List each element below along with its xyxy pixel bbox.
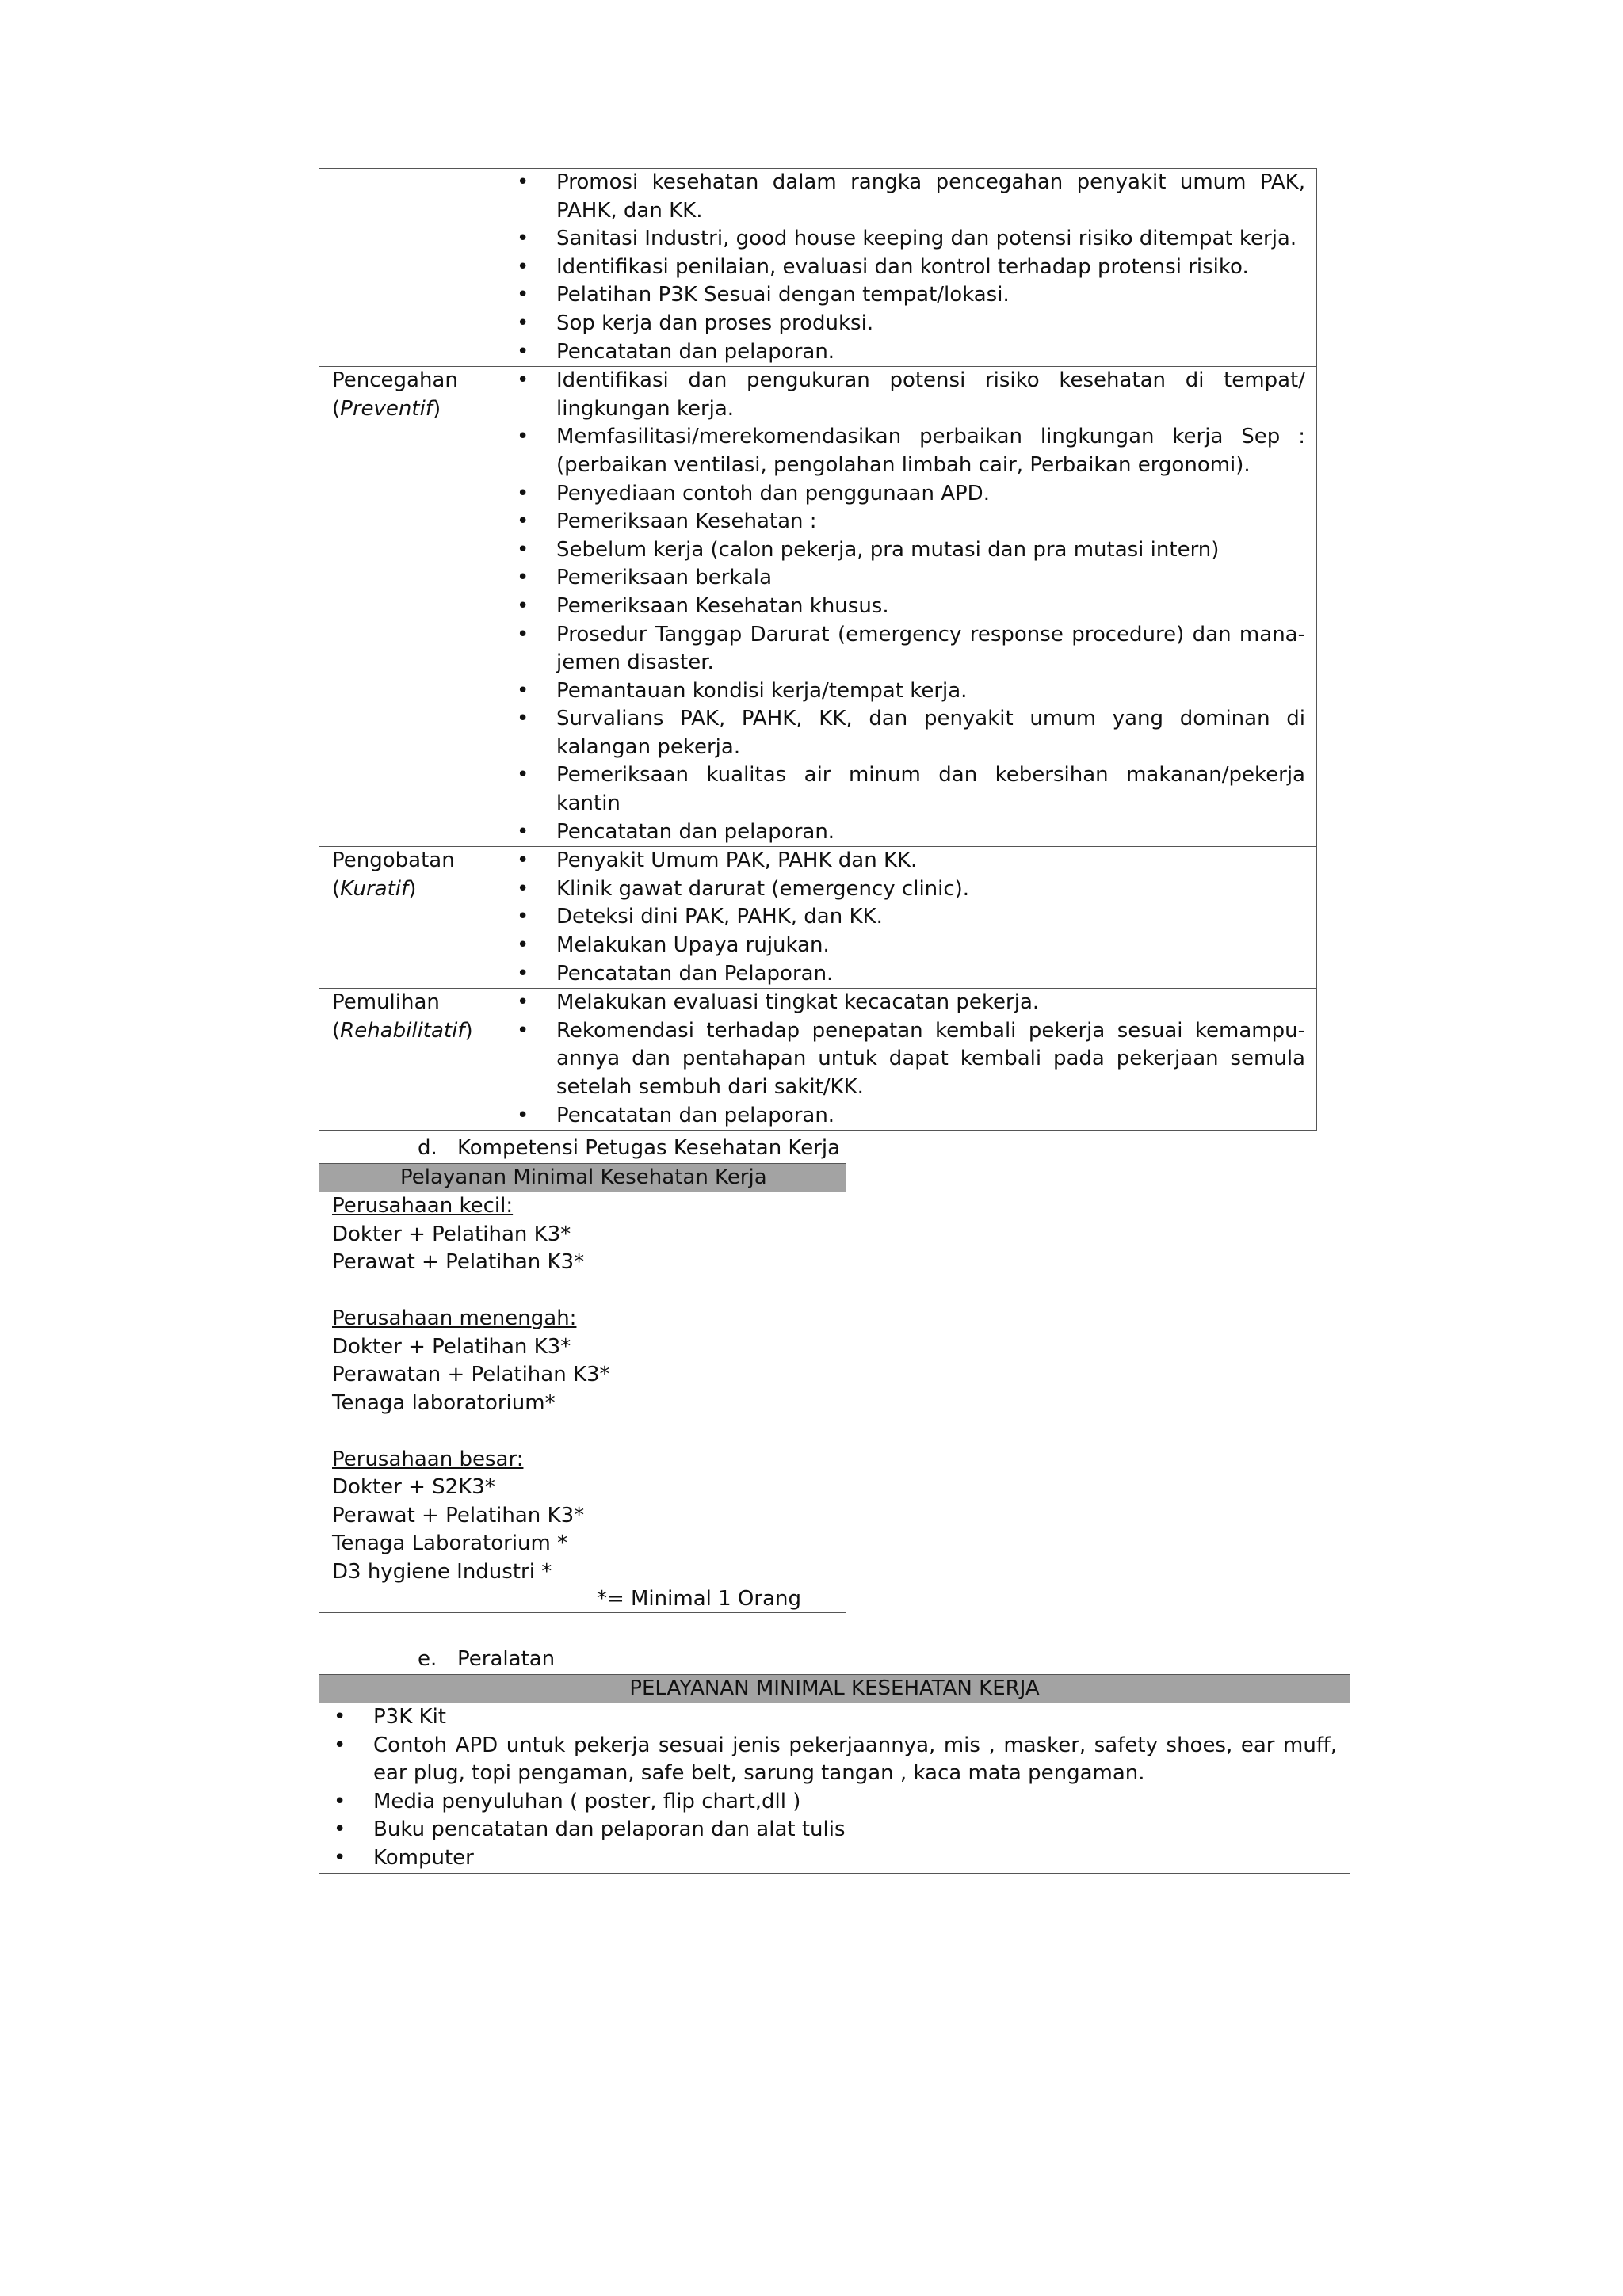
table-row: [319, 847, 1317, 989]
staff-requirement: Perawat + Pelatihan K3*: [332, 1503, 585, 1527]
category-subtitle: (Kuratif): [332, 876, 417, 901]
category-subtitle: (Rehabilitatif): [332, 1018, 473, 1043]
spacer: [332, 1417, 846, 1446]
list-item: • Pencatatan dan pelaporan.: [502, 338, 1305, 367]
company-size-label: Perusahaan kecil:: [332, 1194, 514, 1218]
list-item: • Survalians PAK, PAHK, KK, dan penyakit umum yang dominan di kalangan pekerja.: [502, 705, 1305, 761]
list-item: • Identifikasi dan pengukuran potensi risiko kesehatan di tempat/ lingkungan kerja.: [502, 367, 1305, 423]
equipment-list: [319, 1703, 1350, 1873]
list-item: • Media penyuluhan ( poster, flip chart,dll ): [319, 1788, 1350, 1817]
list-item: • Pencatatan dan pelaporan.: [502, 1102, 1305, 1131]
staff-requirement: D3 hygiene Industri *: [332, 1559, 552, 1584]
staff-requirement: Dokter + Pelatihan K3*: [332, 1334, 571, 1359]
spacer: [332, 1277, 846, 1306]
category-cell: [319, 847, 502, 989]
list-item: • Sop kerja dan proses produksi.: [502, 310, 1305, 338]
staff-requirement: Tenaga Laboratorium *: [332, 1531, 568, 1555]
category-cell: [319, 367, 502, 847]
list-item: • Pencatatan dan pelaporan.: [502, 818, 1305, 847]
list-item: • Penyediaan contoh dan penggunaan APD.: [502, 480, 1305, 509]
list-item: • Klinik gawat darurat (emergency clinic).: [502, 875, 1305, 904]
list-item: • Prosedur Tanggap Darurat (emergency response procedure) dan mana-jemen disaster.: [502, 621, 1305, 677]
list-item: • Pemeriksaan berkala: [502, 564, 1305, 593]
list-item: • Pemantauan kondisi kerja/tempat kerja.: [502, 677, 1305, 706]
section-d-title: Kompetensi Petugas Kesehatan Kerja: [457, 1136, 841, 1160]
list-item: • Sanitasi Industri, good house keeping dan potensi risiko ditempat kerja.: [502, 225, 1305, 254]
items-cell: [502, 169, 1317, 367]
category-cell: [319, 989, 502, 1131]
list-item: • Deteksi dini PAK, PAHK, dan KK.: [502, 903, 1305, 932]
section-d-letter: d.: [418, 1136, 437, 1160]
list-item: • Pelatihan P3K Sesuai dengan tempat/lokasi.: [502, 281, 1305, 310]
list-item: • Penyakit Umum PAK, PAHK dan KK.: [502, 847, 1305, 875]
bullet-list: [502, 169, 1305, 366]
category-name: Pemulihan: [332, 990, 440, 1015]
section-e-letter: e.: [418, 1647, 437, 1671]
items-cell: [502, 989, 1317, 1131]
health-services-table-body: [319, 169, 1317, 1131]
minimum-note: *= Minimal 1 Orang: [596, 1587, 801, 1611]
bullet-list: [502, 847, 1305, 988]
list-item: • Contoh APD untuk pekerja sesuai jenis pekerjaannya, mis , masker, safety shoes, ear muff, ear plug, topi pengaman, safe belt, sarung tangan , kaca mata pengaman.: [319, 1732, 1350, 1788]
competency-box-body: [319, 1192, 846, 1612]
list-item: • Memfasilitasi/merekomendasikan perbaikan lingkungan kerja Sep : (perbaikan ventilasi, pengolahan limbah cair, Perbaikan ergonomi).: [502, 423, 1305, 479]
list-item: • Buku pencatatan dan pelaporan dan alat tulis: [319, 1816, 1350, 1844]
company-size-heading: [332, 1192, 846, 1221]
equipment-box-header: PELAYANAN MINIMAL KESEHATAN KERJA: [319, 1675, 1350, 1703]
category-subtitle: (Preventif): [332, 396, 441, 421]
competency-box-header: Pelayanan Minimal Kesehatan Kerja: [319, 1164, 846, 1192]
table-row: [319, 367, 1317, 847]
list-item: • Melakukan evaluasi tingkat kecacatan pekerja.: [502, 989, 1305, 1017]
equipment-box: [319, 1674, 1350, 1874]
list-item: • Pemeriksaan kualitas air minum dan kebersihan makanan/pekerja kantin: [502, 761, 1305, 818]
list-item: • Promosi kesehatan dalam rangka pencegahan penyakit umum PAK, PAHK, dan KK.: [502, 169, 1305, 225]
category-cell: [319, 169, 502, 367]
table-row: [319, 989, 1317, 1131]
staff-requirement: Perawatan + Pelatihan K3*: [332, 1363, 610, 1386]
list-item: • Sebelum kerja (calon pekerja, pra mutasi dan pra mutasi intern): [502, 536, 1305, 565]
list-item: • Pencatatan dan Pelaporan.: [502, 960, 1305, 989]
category-subtitle-text: Preventif: [340, 396, 433, 421]
section-e-title: Peralatan: [457, 1647, 556, 1671]
bullet-list: [502, 367, 1305, 846]
list-item: • Pemeriksaan Kesehatan :: [502, 508, 1305, 536]
health-services-table: [319, 168, 1317, 1131]
table-row: [319, 169, 1317, 367]
company-size-label: Perusahaan menengah:: [332, 1306, 577, 1330]
staff-requirement: Dokter + S2K3*: [332, 1475, 495, 1499]
category-subtitle-text: Rehabilitatif: [340, 1018, 465, 1043]
staff-requirement: Perawat + Pelatihan K3*: [332, 1250, 585, 1274]
list-item: • Melakukan Upaya rujukan.: [502, 932, 1305, 960]
items-cell: [502, 847, 1317, 989]
category-name: Pengobatan: [332, 849, 455, 873]
category-name: Pencegahan: [332, 368, 458, 393]
company-size-heading: [332, 1305, 846, 1333]
company-size-heading: [332, 1446, 846, 1474]
competency-box: [319, 1163, 846, 1613]
list-item: • Komputer: [319, 1844, 1350, 1873]
list-item: • Rekomendasi terhadap penepatan kembali pekerja sesuai kemampu-annya dan pentahapan untuk dapat kembali pada pekerjaan semula setelah sembuh dari sakit/KK.: [502, 1017, 1305, 1102]
list-item: • P3K Kit: [319, 1703, 1350, 1732]
staff-requirement: Dokter + Pelatihan K3*: [332, 1222, 571, 1246]
company-size-label: Perusahaan besar:: [332, 1447, 524, 1471]
items-cell: [502, 367, 1317, 847]
list-item: • Pemeriksaan Kesehatan khusus.: [502, 593, 1305, 621]
bullet-list: [502, 989, 1305, 1130]
category-subtitle-text: Kuratif: [340, 876, 409, 901]
staff-requirement: Tenaga laboratorium*: [332, 1390, 556, 1415]
list-item: • Identifikasi penilaian, evaluasi dan kontrol terhadap protensi risiko.: [502, 254, 1305, 282]
